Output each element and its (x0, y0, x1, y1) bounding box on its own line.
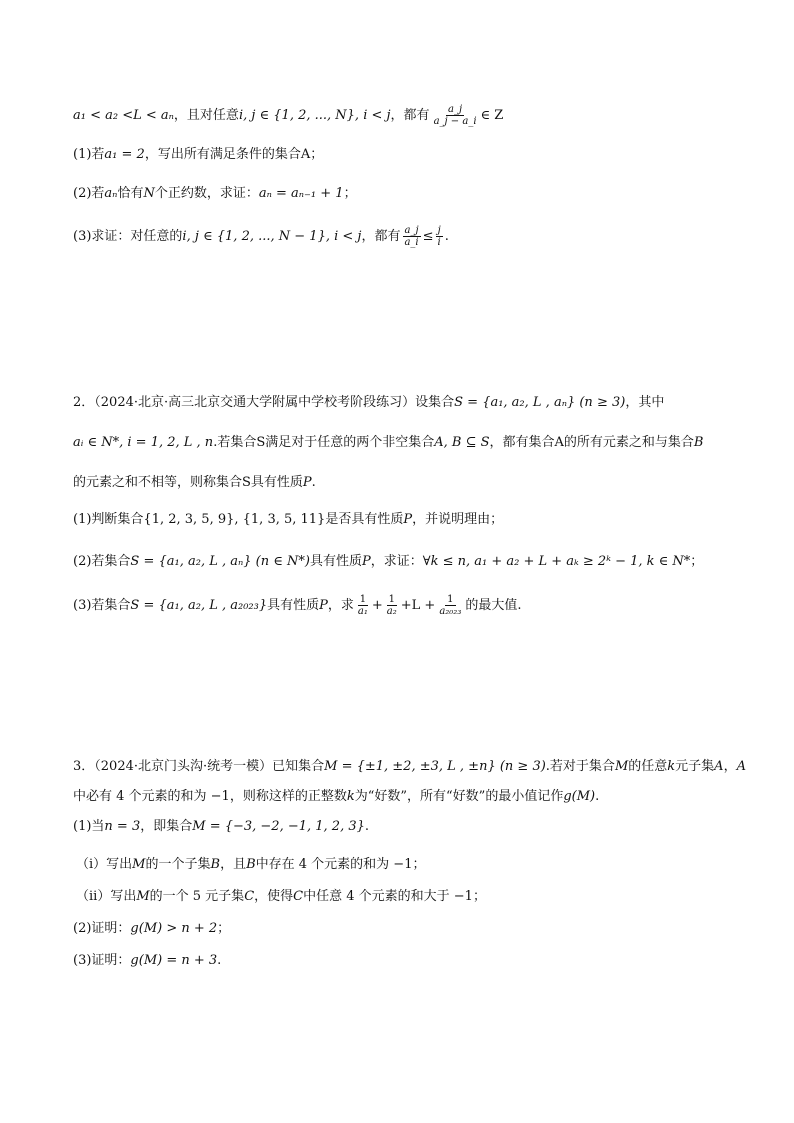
q2-p3-math: S = {a₁, a₂, L , a₂₀₂₃} (130, 597, 268, 613)
q3-p3-math: g(M) = n + 3 (130, 953, 218, 968)
q3-p1ii-var3: C (293, 889, 304, 904)
q3-p1-text: (1)当 (73, 819, 105, 834)
q2-line2-text2: ，都有集合A的所有元素之和与集合 (489, 435, 694, 450)
q1-p1-text: ，写出所有满足条件的集合A； (144, 147, 324, 162)
q1-p3-rel: ≤ (422, 228, 434, 244)
q1-p3-mid: ，都有 (361, 228, 401, 244)
q2-part2 (73, 552, 703, 572)
q3-p1i-text: （i）写出 (76, 857, 133, 872)
q2-p2-var: P (361, 554, 371, 569)
q2-line2 (73, 433, 703, 453)
q3-header-var3: A (714, 759, 724, 774)
q2-p3-text2: 具有性质 (267, 597, 320, 613)
q1-intro-seq: a₁ < a₂ <L < aₙ (73, 107, 174, 123)
q3-p1ii-text4: 中任意 4 个元素的和大于 −1； (303, 889, 486, 904)
q1-intro-frac-num: a_j (448, 104, 463, 115)
q2-p3-fraction1: $\frac{1}{\text{a₁}}$ (357, 594, 368, 617)
q2-line3 (73, 473, 316, 493)
q1-part3 (73, 225, 449, 248)
q3-p2-text: (2)证明： (73, 921, 131, 936)
q1-intro-tail: ∈ Z (480, 107, 504, 123)
q2-p3-end: 的最大值. (465, 597, 522, 613)
q3-header-var2: k (667, 759, 676, 774)
q3-part1 (73, 817, 369, 837)
q1-p1-math: a₁ = 2 (104, 147, 145, 162)
q3-p1i-var: M (132, 857, 146, 872)
q3-p1ii-var2: C (244, 889, 255, 904)
q2-line3-text: 的元素之和不相等，则称集合S具有性质 (73, 475, 303, 490)
q2-p3-fraction2: $\frac{1}{\text{a₂}}$ (386, 594, 397, 617)
q2-p1-var: P (403, 512, 413, 527)
q1-p2-label: (2)若 (73, 186, 105, 201)
q1-p2-math: aₙ = aₙ₋₁ + 1 (258, 186, 344, 201)
q1-intro-after: ，都有 (390, 107, 430, 123)
q3-header-text: 3．（2024·北京门头沟·统考一模）已知集合 (73, 759, 325, 774)
q2-p2-text: (2)若集合 (73, 554, 131, 569)
q1-p3-frac2-num: j (437, 225, 441, 236)
q2-p3-fraction3: $\frac{1}{\text{a₂₀₂₃}}$ (439, 594, 462, 617)
q3-header-text3: 元子集 (675, 759, 715, 774)
q1-p3-frac2-den: i (437, 237, 441, 248)
q2-line2-math2: A, B ⊆ S (434, 435, 490, 450)
q3-p3-text: (3)证明： (73, 953, 131, 968)
q2-line2-math: aᵢ ∈ N*, i = 1, 2, L , n (73, 435, 214, 450)
q1-p2-mid: 恰有 (117, 186, 144, 201)
q2-p3-text3: ，求 (327, 597, 354, 613)
q3-p2-end: ； (217, 921, 231, 936)
q2-p3-var: P (319, 597, 328, 613)
q3-part1-i (76, 855, 425, 875)
q3-p1i-var2: B (210, 857, 221, 872)
q3-p2-math: g(M) > n + 2 (130, 921, 218, 936)
q3-p1i-text4: 中存在 4 个元素的和为 −1； (255, 857, 426, 872)
q2-p3-dots: +L + (400, 597, 436, 613)
q2-p2-text3: ，求证： (370, 554, 423, 569)
q2-p1-end: ，并说明理由； (412, 512, 504, 527)
q3-p1-end: . (364, 819, 370, 834)
q3-p3-end: . (217, 953, 222, 968)
q3-p1-text2: ，即集合 (140, 819, 193, 834)
q2-line2-var: B (693, 435, 704, 450)
q1-p2-text: 个正约数，求证： (154, 186, 259, 201)
q1-p3-cond: i, j ∈ {1, 2, ..., N − 1}, i < j (182, 228, 362, 244)
q3-p1i-text2: 的一个子集 (145, 857, 211, 872)
q1-intro-line (73, 104, 503, 127)
q1-p3-end: . (444, 228, 449, 244)
q3-line2 (73, 787, 599, 807)
q1-intro-mid: ，且对任意 (173, 107, 239, 123)
q2-p2-end: ； (690, 554, 704, 569)
q3-part1-ii (76, 887, 486, 907)
q2-header (73, 393, 664, 413)
q1-p3-label: (3)求证：对任意的 (73, 228, 183, 244)
q1-p1-label: (1)若 (73, 147, 105, 162)
q2-p3-f1-den: a₁ (357, 606, 368, 617)
q2-line3-var: P (302, 475, 312, 490)
q3-header (73, 757, 746, 777)
q1-intro-frac-den: a_j − a_i (433, 116, 477, 127)
q2-p1-text2: 是否具有性质 (325, 512, 404, 527)
q1-part1 (73, 145, 323, 165)
q2-line2-text: .若集合S满足对于任意的两个非空集合 (213, 435, 435, 450)
q3-line2-var: k (346, 789, 355, 804)
q2-line3-end: . (311, 475, 316, 490)
q2-p2-math2: ∀k ≤ n, a₁ + a₂ + L + aₖ ≥ 2ᵏ − 1, k ∈ N* (422, 554, 691, 569)
q3-header-math: M = {±1, ±2, ±3, L , ±n} (n ≥ 3) (324, 759, 546, 774)
q3-p1ii-text2: 的一个 5 元子集 (149, 889, 245, 904)
q3-line2-text: 中必有 4 个元素的和为 −1，则称这样的正整数 (73, 789, 347, 804)
q3-line2-text2: 为“好数”，所有“好数”的最小值记作 (354, 789, 564, 804)
q2-part1 (73, 510, 503, 530)
q3-p1ii-var: M (136, 889, 150, 904)
q1-p3-fraction (402, 225, 420, 248)
q3-header-text4: ， (723, 759, 737, 774)
q1-part2 (73, 184, 357, 204)
q1-p2-var: aₙ (104, 186, 118, 201)
q1-p3-fraction2 (436, 225, 443, 248)
q3-part3 (73, 951, 221, 971)
q3-p1ii-text3: ，使得 (254, 889, 294, 904)
q1-p3-frac-num: a_j (404, 225, 419, 236)
q3-header-var: M (614, 759, 629, 774)
q1-p3-frac-den: a_i (404, 237, 419, 248)
q2-p3-f2-den: a₂ (386, 606, 397, 617)
q3-header-text1: .若对于集合 (545, 759, 615, 774)
q2-p2-math: S = {a₁, a₂, L , aₙ} (n ∈ N*) (130, 554, 310, 569)
q3-part2 (73, 919, 230, 939)
q2-part3 (73, 594, 521, 617)
q1-p2-end: ； (343, 186, 357, 201)
q2-p1-text: (1)判断集合 (73, 512, 144, 527)
q2-p3-f3-den: a₂₀₂₃ (439, 606, 462, 617)
q3-line2-end: . (595, 789, 600, 804)
q1-intro-cond: i, j ∈ {1, 2, ..., N}, i < j (238, 107, 391, 123)
q1-p2-n: N (143, 186, 155, 201)
q2-header-text: 2．（2024·北京·高三北京交通大学附属中学校考阶段练习）设集合 (73, 395, 455, 410)
q3-header-text2: 的任意 (628, 759, 668, 774)
q3-p1i-text3: ，且 (220, 857, 247, 872)
q2-p2-text2: 具有性质 (309, 554, 362, 569)
q3-p1-math: n = 3 (104, 819, 141, 834)
q3-p1ii-text: （ii）写出 (76, 889, 137, 904)
q3-line2-math: g(M) (563, 789, 596, 804)
q1-intro-fraction (432, 104, 479, 127)
q2-p1-math: {1, 2, 3, 5, 9}, {1, 3, 5, 11} (143, 512, 326, 527)
q3-p1-math2: M = {−3, −2, −1, 1, 2, 3} (192, 819, 365, 834)
q3-p1i-var3: B (246, 857, 256, 872)
q3-header-var4: A (736, 759, 746, 774)
q2-p3-text: (3)若集合 (73, 597, 131, 613)
q2-header-math: S = {a₁, a₂, L , aₙ} (n ≥ 3) (454, 395, 626, 410)
q2-header-end: ，其中 (625, 395, 665, 410)
q2-p3-plus: + (371, 597, 383, 613)
